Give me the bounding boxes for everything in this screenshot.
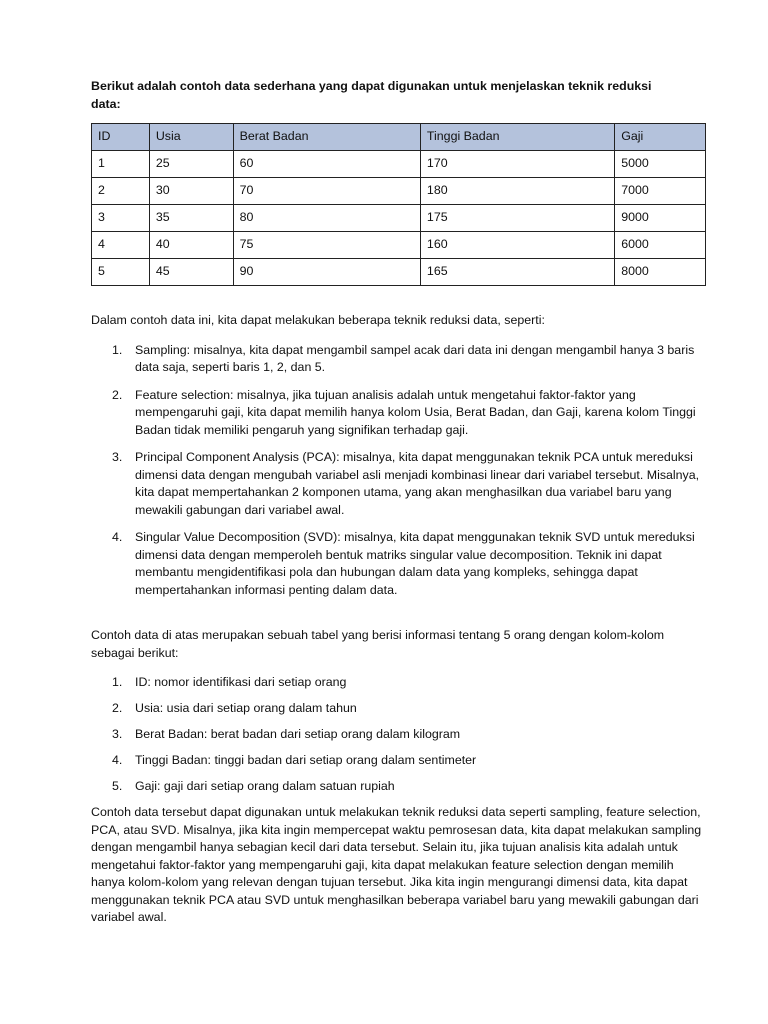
list-text: ID: nomor identifikasi dari setiap orang [135, 675, 347, 689]
list-item [91, 529, 707, 599]
table-cell: 5 [92, 259, 150, 286]
table-cell: 80 [233, 205, 420, 232]
table-cell: 75 [233, 232, 420, 259]
table-cell: 170 [420, 151, 614, 178]
table-cell: 4 [92, 232, 150, 259]
list-text: Sampling: misalnya, kita dapat mengambil sampel acak dari data ini dengan mengambil hanya 3 baris data saja, seperti baris 1, 2, dan 5. [135, 342, 695, 374]
table-cell: 8000 [615, 259, 706, 286]
list-item [91, 726, 707, 744]
list-item [91, 674, 707, 692]
list-text: Singular Value Decomposition (SVD): misalnya, kita dapat menggunakan teknik SVD untuk mereduksi dimensi data dengan memperoleh bentuk matriks singular value decomposition. Teknik ini dapat membantu mengidentifikasi pola dan hubungan dalam data yang kompleks, sehingga dapat mempertahankan informasi penting dalam data. [135, 530, 695, 597]
table-cell: 180 [420, 178, 614, 205]
table-cell: 2 [92, 178, 150, 205]
list-text: Usia: usia dari setiap orang dalam tahun [135, 701, 357, 715]
table-cell: 5000 [615, 151, 706, 178]
header-berat-badan: Berat Badan [233, 124, 420, 151]
header-tinggi-badan: Tinggi Badan [420, 124, 614, 151]
table-cell: 165 [420, 259, 614, 286]
table-row [92, 151, 706, 178]
list-number: 3. [112, 450, 123, 464]
list-number: 5. [112, 779, 123, 793]
header-gaji: Gaji [615, 124, 706, 151]
table-cell: 25 [149, 151, 233, 178]
table-cell: 6000 [615, 232, 706, 259]
list-number: 1. [112, 675, 123, 689]
header-usia: Usia [149, 124, 233, 151]
table-cell: 160 [420, 232, 614, 259]
paragraph-columns-intro: Contoh data di atas merupakan sebuah tabel yang berisi informasi tentang 5 orang dengan kolom-kolom sebagai berikut: [91, 628, 665, 660]
table-cell: 1 [92, 151, 150, 178]
list-text: Principal Component Analysis (PCA): misalnya, kita dapat menggunakan teknik PCA untuk mereduksi dimensi data dengan mengubah variabel asli menjadi kombinasi linear dari variabel tersebut. Misalnya, kita dapat mempertahankan 2 komponen utama, yang akan menghasilkan dua variabel baru yang mewakili gabungan dari variabel awal. [135, 450, 700, 517]
list-item [91, 449, 707, 519]
list-text: Tinggi Badan: tinggi badan dari setiap orang dalam sentimeter [135, 753, 477, 767]
table-header-row [92, 124, 706, 151]
list-number: 1. [112, 342, 123, 357]
list-item [91, 387, 707, 440]
techniques-list [91, 342, 707, 600]
list-text: Gaji: gaji dari setiap orang dalam satuan rupiah [135, 779, 395, 793]
data-table [91, 123, 706, 286]
table-cell: 70 [233, 178, 420, 205]
list-item [91, 752, 707, 770]
paragraph-conclusion: Contoh data tersebut dapat digunakan untuk melakukan teknik reduksi data seperti sampling, feature selection, PCA, atau SVD. Misalnya, jika kita ingin mempercepat waktu pemrosesan data, kita dapat melakukan sampling dengan mengambil hanya sebagian kecil dari data tersebut. Selain itu, jika tujuan analisis kita adalah untuk mengetahui faktor-faktor yang mempengaruhi gaji, kita dapat melakukan feature selection dengan memilih hanya kolom-kolom yang relevan dengan tujuan tersebut. Jika kita ingin mengurangi dimensi data, kita dapat menggunakan teknik PCA atau SVD untuk menghasilkan beberapa variabel baru yang mewakili gabungan dari variabel awal. [91, 805, 702, 924]
table-cell: 60 [233, 151, 420, 178]
table-cell: 35 [149, 205, 233, 232]
table-cell: 7000 [615, 178, 706, 205]
table-row [92, 205, 706, 232]
paragraph-techniques-intro: Dalam contoh data ini, kita dapat melakukan beberapa teknik reduksi data, seperti: [91, 313, 545, 327]
table-row [92, 232, 706, 259]
intro-text: Berikut adalah contoh data sederhana yang dapat digunakan untuk menjelaskan teknik reduksi data: [91, 79, 652, 111]
table-cell: 45 [149, 259, 233, 286]
table-cell: 175 [420, 205, 614, 232]
list-text: Berat Badan: berat badan dari setiap orang dalam kilogram [135, 727, 461, 741]
table-cell: 40 [149, 232, 233, 259]
list-item [91, 778, 707, 796]
table-row [92, 178, 706, 205]
table-cell: 30 [149, 178, 233, 205]
table-cell: 3 [92, 205, 150, 232]
columns-list [91, 674, 707, 796]
list-number: 3. [112, 727, 123, 741]
table-cell: 90 [233, 259, 420, 286]
table-cell: 9000 [615, 205, 706, 232]
list-text: Feature selection: misalnya, jika tujuan analisis adalah untuk mengetahui faktor-faktor yang mempengaruhi gaji, kita dapat memilih hanya kolom Usia, Berat Badan, dan Gaji, karena kolom Tinggi Badan tidak memiliki pengaruh yang signifikan terhadap gaji. [135, 387, 696, 437]
header-id: ID [92, 124, 150, 151]
list-number: 2. [112, 387, 123, 402]
list-item [91, 342, 707, 377]
list-number: 2. [112, 701, 123, 715]
list-number: 4. [112, 530, 123, 544]
table-row [92, 259, 706, 286]
document-page [91, 78, 707, 927]
list-item [91, 700, 707, 718]
list-number: 4. [112, 753, 123, 767]
